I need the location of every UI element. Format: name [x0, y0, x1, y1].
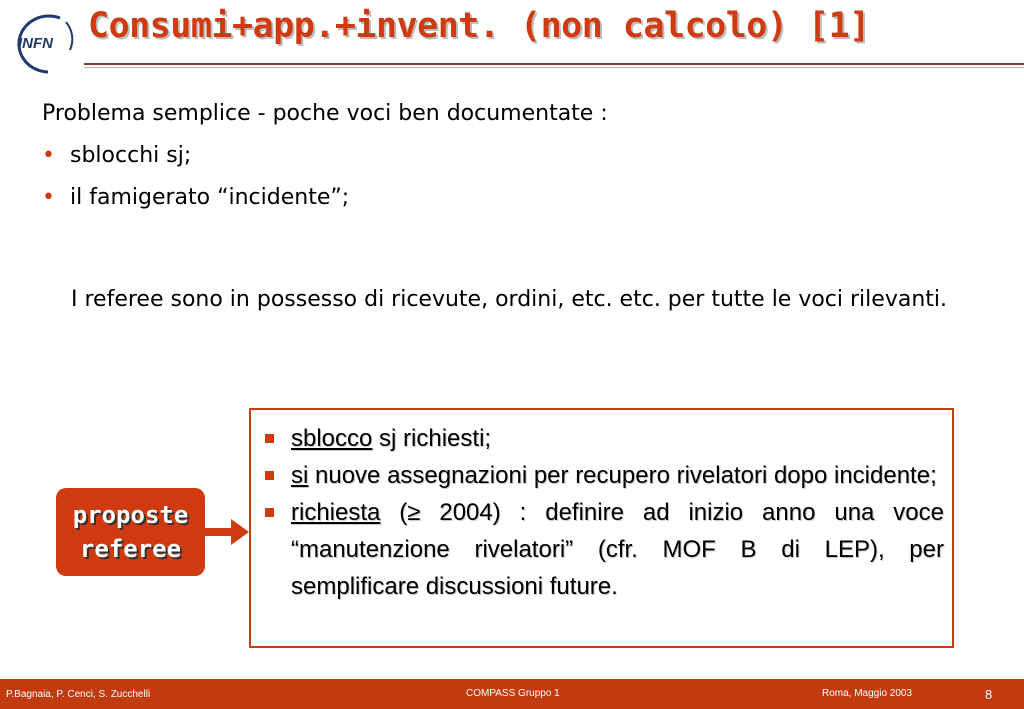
arrow-right-icon: [205, 517, 251, 547]
referee-paragraph: I referee sono in possesso di ricevute, ordini, etc. etc. per tutte le voci rilevanti.: [71, 287, 947, 312]
proposal-keyword: si: [291, 462, 309, 489]
title-divider-shadow: [84, 67, 1024, 68]
infn-logo: [8, 10, 82, 76]
title-divider: [84, 63, 1024, 65]
bullet-dot-icon: •: [42, 185, 55, 210]
footer-place-date: Roma, Maggio 2003: [822, 688, 913, 699]
square-bullet-icon: [265, 434, 274, 443]
proposal-keyword: richiesta: [291, 499, 381, 526]
intro-text: Problema semplice - poche voci ben documentate :: [42, 101, 608, 126]
proposal-text: (≥ 2004) : definire ad inizio anno una voce “manutenzione rivelatori” (cfr. MOF B di LEP), per semplificare discussioni future.: [291, 499, 944, 600]
bullet-item: [42, 185, 349, 227]
proposals-badge: [56, 488, 205, 576]
square-bullet-icon: [265, 471, 274, 480]
proposal-text: sj richiesti;: [372, 425, 492, 452]
bullet-text: sblocchi sj;: [70, 143, 192, 168]
badge-line: referee: [79, 535, 182, 563]
footer-bar: [0, 679, 1024, 709]
proposal-keyword: sblocco: [291, 425, 373, 452]
footer-authors: P.Bagnaia, P. Cenci, S. Zucchelli: [6, 689, 151, 700]
logo-text: INFN: [18, 35, 53, 52]
square-bullet-icon: [265, 508, 274, 517]
bullet-item: [42, 143, 349, 185]
page-number: 8: [985, 687, 993, 702]
proposal-item: [261, 494, 944, 605]
bullet-dot-icon: •: [42, 143, 55, 168]
bullet-list: [42, 143, 349, 227]
proposals-list: [261, 420, 944, 605]
proposals-box: [249, 408, 954, 648]
slide-title: Consumi+app.+invent. (non calcolo) [1]: [88, 6, 870, 46]
badge-line: proposte: [72, 501, 189, 529]
proposal-item: [261, 457, 944, 494]
proposal-item: [261, 420, 944, 457]
bullet-text: il famigerato “incidente”;: [70, 185, 350, 210]
proposal-text: nuove assegnazioni per recupero rivelatori dopo incidente;: [308, 462, 937, 489]
footer-group: COMPASS Gruppo 1: [466, 688, 560, 699]
